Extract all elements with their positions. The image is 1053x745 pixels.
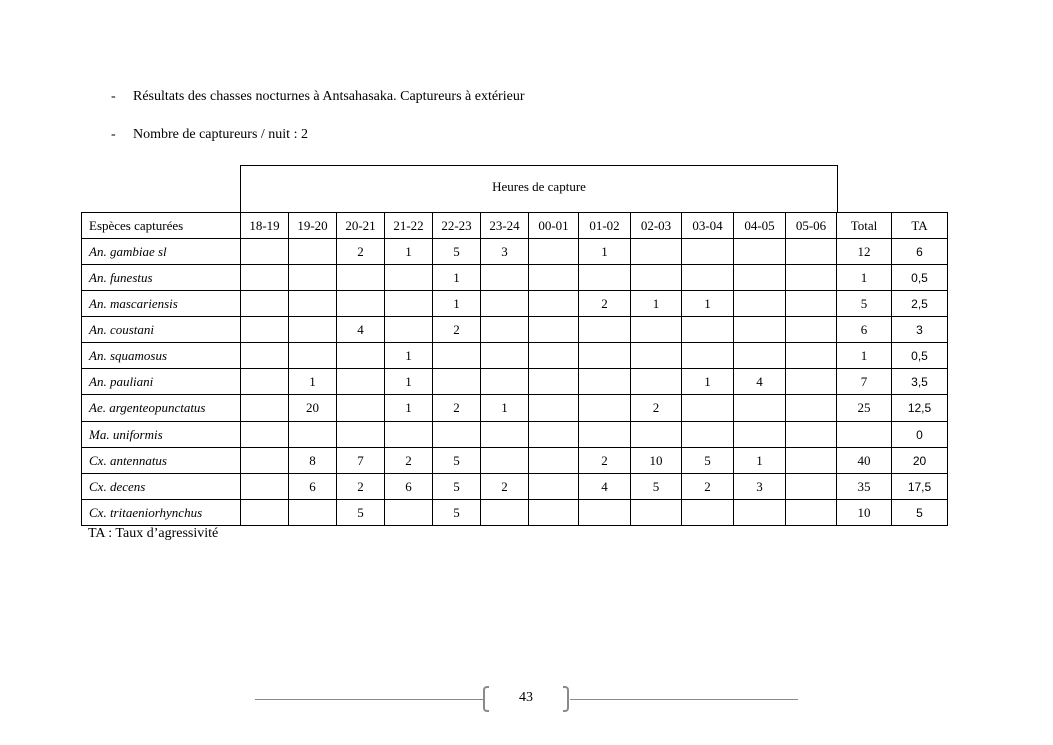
count-cell <box>529 369 579 395</box>
total-cell: 5 <box>837 291 892 317</box>
count-cell <box>385 500 433 526</box>
species-cell: Cx. tritaeniorhynchus <box>82 500 241 526</box>
count-cell <box>579 395 631 422</box>
count-cell: 1 <box>385 369 433 395</box>
ta-cell: 5 <box>892 500 948 526</box>
count-cell: 8 <box>289 448 337 474</box>
count-cell <box>529 395 579 422</box>
count-cell <box>786 422 837 448</box>
column-header: Total <box>837 213 892 239</box>
count-cell <box>579 369 631 395</box>
count-cell <box>734 422 786 448</box>
total-cell: 12 <box>837 239 892 265</box>
count-cell <box>241 395 289 422</box>
ta-cell: 12,5 <box>892 395 948 422</box>
species-cell: An. pauliani <box>82 369 241 395</box>
ta-cell: 0 <box>892 422 948 448</box>
page-number: 43 <box>519 690 533 705</box>
count-cell <box>289 500 337 526</box>
count-cell: 2 <box>631 395 682 422</box>
total-cell <box>837 422 892 448</box>
count-cell <box>579 500 631 526</box>
ta-cell: 3 <box>892 317 948 343</box>
count-cell: 2 <box>337 239 385 265</box>
count-cell <box>481 369 529 395</box>
count-cell <box>337 395 385 422</box>
footer-line-right <box>570 699 798 700</box>
count-cell <box>682 500 734 526</box>
table-row <box>82 291 948 317</box>
count-cell <box>289 265 337 291</box>
hours-group-header: Heures de capture <box>240 165 838 212</box>
count-cell <box>682 343 734 369</box>
count-cell <box>579 422 631 448</box>
count-cell <box>433 369 481 395</box>
count-cell <box>241 343 289 369</box>
ta-cell: 2,5 <box>892 291 948 317</box>
count-cell <box>631 265 682 291</box>
count-cell: 4 <box>579 474 631 500</box>
species-cell: An. coustani <box>82 317 241 343</box>
count-cell <box>786 265 837 291</box>
right-bracket-icon <box>563 686 569 712</box>
count-cell <box>529 265 579 291</box>
count-cell: 4 <box>734 369 786 395</box>
column-header-species: Espèces capturées <box>82 213 241 239</box>
table-row <box>82 369 948 395</box>
count-cell <box>433 343 481 369</box>
count-cell <box>481 448 529 474</box>
count-cell <box>631 422 682 448</box>
column-header: 22-23 <box>433 213 481 239</box>
table-header-row <box>82 213 948 239</box>
count-cell: 1 <box>385 343 433 369</box>
count-cell <box>529 448 579 474</box>
count-cell: 2 <box>481 474 529 500</box>
count-cell <box>734 343 786 369</box>
total-cell: 40 <box>837 448 892 474</box>
count-cell <box>786 239 837 265</box>
count-cell <box>481 317 529 343</box>
table-row <box>82 474 948 500</box>
count-cell <box>385 317 433 343</box>
total-cell: 6 <box>837 317 892 343</box>
count-cell <box>734 291 786 317</box>
species-cell: Cx. antennatus <box>82 448 241 474</box>
count-cell <box>529 317 579 343</box>
count-cell <box>241 474 289 500</box>
count-cell: 1 <box>682 291 734 317</box>
count-cell <box>734 395 786 422</box>
count-cell: 2 <box>682 474 734 500</box>
ta-cell: 20 <box>892 448 948 474</box>
count-cell: 5 <box>433 448 481 474</box>
column-header: 05-06 <box>786 213 837 239</box>
total-cell: 35 <box>837 474 892 500</box>
count-cell: 3 <box>481 239 529 265</box>
total-cell: 1 <box>837 265 892 291</box>
count-cell: 1 <box>289 369 337 395</box>
count-cell <box>241 265 289 291</box>
bullet-text: Résultats des chasses nocturnes à Antsahasaka. Captureurs à extérieur <box>133 89 525 104</box>
species-cell: An. mascariensis <box>82 291 241 317</box>
count-cell: 5 <box>631 474 682 500</box>
count-cell: 2 <box>433 395 481 422</box>
column-header: 20-21 <box>337 213 385 239</box>
column-header: 01-02 <box>579 213 631 239</box>
count-cell <box>579 317 631 343</box>
count-cell <box>682 317 734 343</box>
count-cell: 4 <box>337 317 385 343</box>
count-cell <box>631 239 682 265</box>
count-cell: 1 <box>385 239 433 265</box>
count-cell <box>786 448 837 474</box>
count-cell: 1 <box>385 395 433 422</box>
count-cell <box>289 239 337 265</box>
count-cell <box>786 317 837 343</box>
bullet-dash: - <box>111 127 116 142</box>
column-header: 21-22 <box>385 213 433 239</box>
table-row <box>82 343 948 369</box>
count-cell: 7 <box>337 448 385 474</box>
ta-cell: 0,5 <box>892 265 948 291</box>
table-row <box>82 317 948 343</box>
ta-cell: 3,5 <box>892 369 948 395</box>
ta-cell: 6 <box>892 239 948 265</box>
count-cell: 5 <box>433 500 481 526</box>
count-cell <box>241 448 289 474</box>
count-cell: 5 <box>433 474 481 500</box>
table-row <box>82 239 948 265</box>
count-cell <box>682 265 734 291</box>
count-cell <box>631 369 682 395</box>
table-row <box>82 265 948 291</box>
species-cell: Ma. uniformis <box>82 422 241 448</box>
count-cell <box>682 239 734 265</box>
column-header: 00-01 <box>529 213 579 239</box>
count-cell <box>289 317 337 343</box>
total-cell: 7 <box>837 369 892 395</box>
total-cell: 10 <box>837 500 892 526</box>
column-header: 04-05 <box>734 213 786 239</box>
capture-table <box>81 212 948 526</box>
count-cell <box>682 422 734 448</box>
count-cell <box>529 500 579 526</box>
count-cell <box>734 265 786 291</box>
count-cell <box>289 422 337 448</box>
count-cell <box>734 500 786 526</box>
table-row <box>82 422 948 448</box>
species-cell: Cx. decens <box>82 474 241 500</box>
count-cell <box>385 422 433 448</box>
count-cell: 5 <box>682 448 734 474</box>
species-cell: An. gambiae sl <box>82 239 241 265</box>
count-cell <box>481 343 529 369</box>
count-cell <box>241 422 289 448</box>
count-cell <box>241 291 289 317</box>
count-cell <box>289 291 337 317</box>
count-cell <box>481 422 529 448</box>
count-cell <box>631 500 682 526</box>
count-cell <box>786 500 837 526</box>
count-cell <box>579 343 631 369</box>
count-cell: 1 <box>481 395 529 422</box>
count-cell <box>337 422 385 448</box>
count-cell: 1 <box>734 448 786 474</box>
count-cell <box>631 343 682 369</box>
count-cell <box>786 395 837 422</box>
species-cell: Ae. argenteopunctatus <box>82 395 241 422</box>
count-cell: 20 <box>289 395 337 422</box>
footer-line-left <box>255 699 483 700</box>
count-cell: 1 <box>433 265 481 291</box>
count-cell: 1 <box>433 291 481 317</box>
count-cell <box>289 343 337 369</box>
count-cell: 5 <box>337 500 385 526</box>
species-cell: An. funestus <box>82 265 241 291</box>
column-header: 19-20 <box>289 213 337 239</box>
table-body <box>82 239 948 526</box>
count-cell <box>337 291 385 317</box>
table-row <box>82 448 948 474</box>
count-cell <box>241 369 289 395</box>
count-cell <box>385 265 433 291</box>
count-cell <box>337 369 385 395</box>
count-cell: 2 <box>579 291 631 317</box>
column-header: 02-03 <box>631 213 682 239</box>
column-header: 23-24 <box>481 213 529 239</box>
count-cell <box>786 291 837 317</box>
count-cell <box>481 500 529 526</box>
count-cell <box>385 291 433 317</box>
table-row <box>82 500 948 526</box>
count-cell <box>241 239 289 265</box>
count-cell: 1 <box>579 239 631 265</box>
count-cell <box>481 265 529 291</box>
count-cell: 2 <box>337 474 385 500</box>
left-bracket-icon <box>483 686 489 712</box>
count-cell: 2 <box>579 448 631 474</box>
count-cell <box>734 317 786 343</box>
species-cell: An. squamosus <box>82 343 241 369</box>
count-cell: 1 <box>631 291 682 317</box>
count-cell: 10 <box>631 448 682 474</box>
count-cell <box>241 500 289 526</box>
count-cell <box>241 317 289 343</box>
ta-cell: 0,5 <box>892 343 948 369</box>
total-cell: 1 <box>837 343 892 369</box>
total-cell: 25 <box>837 395 892 422</box>
column-header: 03-04 <box>682 213 734 239</box>
count-cell: 1 <box>682 369 734 395</box>
count-cell <box>529 239 579 265</box>
count-cell <box>481 291 529 317</box>
count-cell <box>529 291 579 317</box>
count-cell: 6 <box>289 474 337 500</box>
count-cell <box>529 422 579 448</box>
count-cell <box>786 343 837 369</box>
count-cell <box>734 239 786 265</box>
count-cell: 6 <box>385 474 433 500</box>
ta-cell: 17,5 <box>892 474 948 500</box>
count-cell <box>529 343 579 369</box>
count-cell <box>337 265 385 291</box>
count-cell <box>579 265 631 291</box>
count-cell <box>631 317 682 343</box>
count-cell: 2 <box>385 448 433 474</box>
table-row <box>82 395 948 422</box>
count-cell <box>529 474 579 500</box>
bullet-text: Nombre de captureurs / nuit : 2 <box>133 127 308 142</box>
count-cell <box>786 474 837 500</box>
count-cell <box>337 343 385 369</box>
count-cell: 3 <box>734 474 786 500</box>
footnote: TA : Taux d’agressivité <box>88 526 219 541</box>
count-cell <box>682 395 734 422</box>
column-header: 18-19 <box>241 213 289 239</box>
bullet-dash: - <box>111 89 116 104</box>
count-cell <box>433 422 481 448</box>
count-cell <box>786 369 837 395</box>
column-header: TA <box>892 213 948 239</box>
count-cell: 5 <box>433 239 481 265</box>
count-cell: 2 <box>433 317 481 343</box>
